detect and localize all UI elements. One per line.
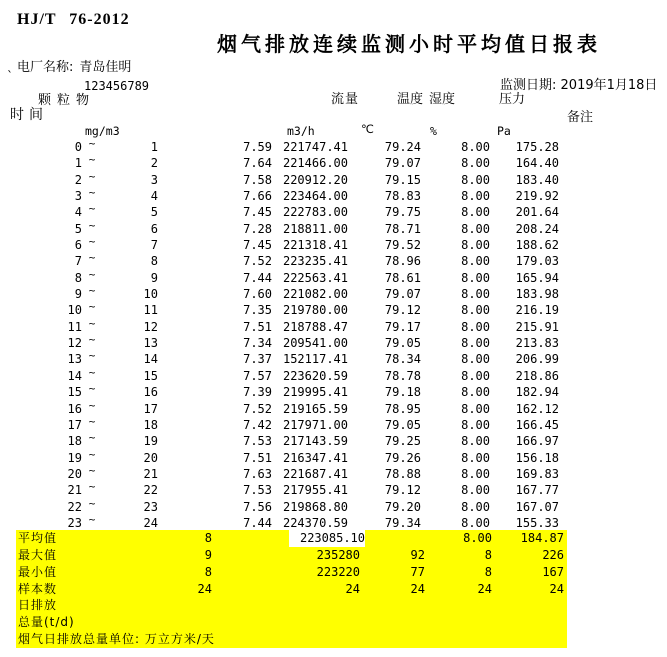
- cell-flow: 221466.00: [282, 156, 348, 171]
- cell-particulate: 7.66: [243, 189, 272, 204]
- tilde-separator: ~: [88, 349, 96, 363]
- cell-temperature: 79.15: [384, 172, 421, 187]
- summary-max-temperature: 92: [410, 547, 425, 562]
- cell-hour-end: 6: [150, 221, 158, 236]
- cell-flow: 219868.80: [282, 499, 348, 514]
- summary-row-average: [16, 530, 567, 547]
- cell-hour-end: 21: [143, 466, 158, 481]
- cell-temperature: 78.88: [384, 466, 421, 481]
- cell-hour-end: 18: [143, 417, 158, 432]
- cell-temperature: 79.17: [384, 319, 421, 334]
- summary-average-humidity: 8.00: [463, 531, 492, 545]
- cell-humidity: 8.00: [461, 303, 490, 318]
- cell-pressure: 188.62: [515, 238, 559, 253]
- cell-humidity: 8.00: [461, 172, 490, 187]
- cell-hour-end: 13: [143, 336, 158, 351]
- tilde-separator: ~: [88, 267, 96, 281]
- cell-hour-end: 5: [150, 205, 158, 220]
- cell-particulate: 7.51: [243, 450, 272, 465]
- cell-hour-start: 20: [67, 466, 82, 481]
- cell-pressure: 169.83: [515, 466, 559, 481]
- cell-flow: 218811.00: [282, 221, 348, 236]
- cell-particulate: 7.45: [243, 205, 272, 220]
- cell-humidity: 8.00: [461, 466, 490, 481]
- summary-max-pressure: 226: [542, 547, 564, 562]
- cell-flow: 217143.59: [282, 434, 348, 449]
- cell-hour-end: 3: [150, 172, 158, 187]
- tilde-separator: ~: [88, 431, 96, 445]
- column-header-humidity: 湿度: [429, 92, 456, 107]
- summary-min-humidity: 8: [484, 564, 492, 579]
- cell-flow: 221687.41: [282, 466, 348, 481]
- cell-pressure: 166.97: [515, 434, 559, 449]
- summary-max-humidity: 8: [484, 547, 492, 562]
- cell-hour-end: 15: [143, 368, 158, 383]
- cell-flow: 223464.00: [282, 189, 348, 204]
- cell-hour-start: 4: [74, 205, 82, 220]
- cell-pressure: 215.91: [515, 319, 559, 334]
- tilde-separator: ~: [88, 365, 96, 379]
- cell-particulate: 7.52: [243, 254, 272, 269]
- cell-pressure: 167.07: [515, 499, 559, 514]
- cell-flow: 224370.59: [282, 515, 348, 530]
- tick-mark: `: [7, 69, 13, 83]
- cell-humidity: 8.00: [461, 140, 490, 154]
- cell-hour-start: 6: [74, 238, 82, 253]
- summary-label-average: 平均值: [18, 531, 58, 545]
- cell-humidity: 8.00: [461, 254, 490, 269]
- cell-particulate: 7.51: [243, 319, 272, 334]
- cell-particulate: 7.34: [243, 336, 272, 351]
- cell-particulate: 7.60: [243, 287, 272, 302]
- cell-pressure: 156.18: [515, 450, 559, 465]
- cell-hour-end: 12: [143, 319, 158, 334]
- unit-pressure: Pa: [497, 124, 511, 138]
- cell-flow: 216347.41: [282, 450, 348, 465]
- cell-flow: 219780.00: [282, 303, 348, 318]
- tilde-separator: ~: [88, 153, 96, 167]
- cell-flow: 217955.41: [282, 483, 348, 498]
- cell-temperature: 79.05: [384, 336, 421, 351]
- cell-humidity: 8.00: [461, 287, 490, 302]
- cell-hour-start: 5: [74, 221, 82, 236]
- cell-particulate: 7.42: [243, 417, 272, 432]
- cell-pressure: 179.03: [515, 254, 559, 269]
- cell-particulate: 7.64: [243, 156, 272, 171]
- cell-flow: 221082.00: [282, 287, 348, 302]
- tilde-separator: ~: [88, 300, 96, 314]
- cell-hour-start: 10: [67, 303, 82, 318]
- standard-code: HJ/T 76-2012: [17, 11, 130, 28]
- summary-samples-flow: 24: [345, 581, 360, 596]
- cell-temperature: 79.07: [384, 156, 421, 171]
- cell-hour-end: 2: [150, 156, 158, 171]
- summary-unit-note: 烟气日排放总量单位: 万立方米/天: [18, 632, 215, 647]
- cell-temperature: 79.07: [384, 287, 421, 302]
- cell-particulate: 7.58: [243, 172, 272, 187]
- cell-humidity: 8.00: [461, 156, 490, 171]
- cell-humidity: 8.00: [461, 417, 490, 432]
- tilde-separator: ~: [88, 480, 96, 494]
- cell-temperature: 78.71: [384, 221, 421, 236]
- cell-flow: 218788.47: [282, 319, 348, 334]
- tilde-separator: ~: [88, 251, 96, 265]
- cell-flow: 221747.41: [282, 140, 348, 154]
- tilde-separator: ~: [88, 218, 96, 232]
- cell-humidity: 8.00: [461, 270, 490, 285]
- cell-flow: 209541.00: [282, 336, 348, 351]
- cell-particulate: 7.39: [243, 385, 272, 400]
- cell-pressure: 155.33: [515, 515, 559, 530]
- cell-hour-end: 23: [143, 499, 158, 514]
- cell-temperature: 79.12: [384, 483, 421, 498]
- cell-hour-end: 22: [143, 483, 158, 498]
- cell-temperature: 79.34: [384, 515, 421, 530]
- cell-humidity: 8.00: [461, 515, 490, 530]
- plant-name-label: 电厂名称:: [17, 60, 74, 75]
- cell-particulate: 7.57: [243, 368, 272, 383]
- unit-humidity: %: [430, 124, 437, 138]
- cell-hour-end: 17: [143, 401, 158, 416]
- cell-humidity: 8.00: [461, 450, 490, 465]
- monitor-date-value: 2019年1月18日: [560, 78, 658, 93]
- cell-hour-start: 1: [74, 156, 82, 171]
- cell-hour-end: 16: [143, 385, 158, 400]
- cell-particulate: 7.44: [243, 270, 272, 285]
- summary-row-max: [16, 547, 567, 564]
- cell-humidity: 8.00: [461, 483, 490, 498]
- cell-temperature: 78.96: [384, 254, 421, 269]
- cell-temperature: 79.20: [384, 499, 421, 514]
- cell-pressure: 218.86: [515, 368, 559, 383]
- summary-row-samples: [16, 581, 567, 598]
- summary-min-flow: 223220: [316, 564, 360, 579]
- cell-humidity: 8.00: [461, 401, 490, 416]
- cell-flow: 220912.20: [282, 172, 348, 187]
- cell-hour-start: 16: [67, 401, 82, 416]
- summary-label-samples: 样本数: [18, 581, 58, 596]
- cell-particulate: 7.28: [243, 221, 272, 236]
- cell-hour-start: 7: [74, 254, 82, 269]
- table-row: [0, 512, 667, 531]
- summary-samples-pressure: 24: [549, 581, 564, 596]
- summary-label-daily-emission: 日排放: [18, 598, 58, 613]
- cell-hour-end: 4: [150, 189, 158, 204]
- summary-average-pressure: 184.87: [520, 531, 564, 545]
- cell-temperature: 78.78: [384, 368, 421, 383]
- summary-average-particulate: 8: [204, 531, 212, 545]
- cell-pressure: 216.19: [515, 303, 559, 318]
- cell-hour-start: 13: [67, 352, 82, 367]
- tilde-separator: ~: [88, 398, 96, 412]
- cell-humidity: 8.00: [461, 205, 490, 220]
- cell-hour-start: 14: [67, 368, 82, 383]
- tilde-separator: ~: [88, 414, 96, 428]
- tilde-separator: ~: [88, 382, 96, 396]
- summary-label-max: 最大值: [18, 547, 58, 562]
- cell-hour-start: 8: [74, 270, 82, 285]
- cell-flow: 221318.41: [282, 238, 348, 253]
- cell-hour-end: 24: [143, 515, 158, 530]
- cell-hour-start: 17: [67, 417, 82, 432]
- cell-humidity: 8.00: [461, 385, 490, 400]
- column-header-time: 时间: [10, 107, 48, 123]
- report-title: 烟气排放连续监测小时平均值日报表: [217, 32, 601, 56]
- cell-pressure: 166.45: [515, 417, 559, 432]
- cell-humidity: 8.00: [461, 434, 490, 449]
- cell-hour-end: 9: [150, 270, 158, 285]
- column-header-pressure: 压力: [499, 92, 526, 107]
- summary-samples-particulate: 24: [197, 581, 212, 596]
- tilde-separator: ~: [88, 202, 96, 216]
- cell-temperature: 79.52: [384, 238, 421, 253]
- cell-pressure: 175.28: [515, 140, 559, 154]
- cell-hour-end: 8: [150, 254, 158, 269]
- column-header-flow: 流量: [331, 92, 360, 107]
- cell-temperature: 79.12: [384, 303, 421, 318]
- cell-hour-start: 9: [74, 287, 82, 302]
- summary-min-temperature: 77: [410, 564, 425, 579]
- cell-pressure: 206.99: [515, 352, 559, 367]
- cell-humidity: 8.00: [461, 336, 490, 351]
- cell-pressure: 167.77: [515, 483, 559, 498]
- cell-particulate: 7.35: [243, 303, 272, 318]
- cell-flow: 223235.41: [282, 254, 348, 269]
- cell-particulate: 7.52: [243, 401, 272, 416]
- unit-particulate: mg/m3: [85, 124, 120, 138]
- column-header-remark: 备注: [567, 110, 594, 125]
- hourly-rows: [0, 139, 667, 531]
- cell-hour-start: 22: [67, 499, 82, 514]
- summary-label-min: 最小值: [18, 564, 58, 579]
- cell-temperature: 79.26: [384, 450, 421, 465]
- cell-flow: 219995.41: [282, 385, 348, 400]
- tilde-separator: ~: [88, 316, 96, 330]
- summary-samples-temperature: 24: [410, 581, 425, 596]
- cell-temperature: 78.95: [384, 401, 421, 416]
- summary-label-total: 总量(t/d): [18, 615, 75, 630]
- cell-particulate: 7.53: [243, 434, 272, 449]
- summary-min-particulate: 8: [204, 564, 212, 579]
- summary-max-particulate: 9: [204, 547, 212, 562]
- tilde-separator: ~: [88, 512, 96, 526]
- summary-block: [16, 530, 567, 648]
- cell-hour-start: 21: [67, 483, 82, 498]
- cell-flow: 219165.59: [282, 401, 348, 416]
- cell-temperature: 79.05: [384, 417, 421, 432]
- cell-flow: 222563.41: [282, 270, 348, 285]
- cell-pressure: 208.24: [515, 221, 559, 236]
- summary-row-min: [16, 564, 567, 581]
- cell-humidity: 8.00: [461, 238, 490, 253]
- cell-humidity: 8.00: [461, 352, 490, 367]
- summary-samples-humidity: 24: [477, 581, 492, 596]
- cell-hour-start: 3: [74, 189, 82, 204]
- cell-hour-start: 15: [67, 385, 82, 400]
- monitor-date-label: 监测日期:: [500, 78, 557, 93]
- summary-min-pressure: 167: [542, 564, 564, 579]
- cell-hour-end: 14: [143, 352, 158, 367]
- cell-humidity: 8.00: [461, 221, 490, 236]
- cell-hour-start: 0: [74, 140, 82, 154]
- cell-particulate: 7.45: [243, 238, 272, 253]
- cell-temperature: 79.75: [384, 205, 421, 220]
- cell-hour-end: 10: [143, 287, 158, 302]
- cell-flow: 217971.00: [282, 417, 348, 432]
- cell-temperature: 78.61: [384, 270, 421, 285]
- cell-hour-end: 11: [143, 303, 158, 318]
- cell-hour-end: 7: [150, 238, 158, 253]
- cell-particulate: 7.63: [243, 466, 272, 481]
- column-header-temperature: 温度: [397, 92, 424, 107]
- cell-pressure: 164.40: [515, 156, 559, 171]
- cell-humidity: 8.00: [461, 189, 490, 204]
- cell-particulate: 7.53: [243, 483, 272, 498]
- plant-name-value: 青岛佳明: [79, 60, 132, 75]
- cell-humidity: 8.00: [461, 319, 490, 334]
- cell-pressure: 165.94: [515, 270, 559, 285]
- summary-average-temperature: [360, 530, 425, 547]
- cell-hour-end: 20: [143, 450, 158, 465]
- cell-pressure: 182.94: [515, 385, 559, 400]
- cell-pressure: 213.83: [515, 336, 559, 351]
- summary-row-total: [16, 614, 567, 631]
- tilde-separator: ~: [88, 333, 96, 347]
- tilde-separator: ~: [88, 137, 96, 150]
- cell-particulate: 7.59: [243, 140, 272, 154]
- tilde-separator: ~: [88, 447, 96, 461]
- cell-hour-start: 23: [67, 515, 82, 530]
- cell-humidity: 8.00: [461, 368, 490, 383]
- cell-particulate: 7.44: [243, 515, 272, 530]
- cell-flow: 223620.59: [282, 368, 348, 383]
- unit-flow: m3/h: [287, 124, 315, 138]
- cell-hour-end: 19: [143, 434, 158, 449]
- tilde-separator: ~: [88, 496, 96, 510]
- cell-temperature: 79.24: [384, 140, 421, 154]
- unit-temperature: ℃: [361, 122, 374, 136]
- cell-pressure: 219.92: [515, 189, 559, 204]
- cell-pressure: 162.12: [515, 401, 559, 416]
- cell-temperature: 79.25: [384, 434, 421, 449]
- cell-humidity: 8.00: [461, 499, 490, 514]
- cell-hour-end: 1: [150, 140, 158, 154]
- summary-row-unit-note: [16, 631, 567, 648]
- cell-hour-start: 2: [74, 172, 82, 187]
- cell-temperature: 78.34: [384, 352, 421, 367]
- column-header-particulate: 颗粒物: [38, 93, 96, 108]
- cell-hour-start: 12: [67, 336, 82, 351]
- tilde-separator: ~: [88, 169, 96, 183]
- summary-max-flow: 235280: [316, 547, 360, 562]
- summary-row-daily-emission: [16, 597, 567, 614]
- cell-hour-start: 19: [67, 450, 82, 465]
- cell-pressure: 183.98: [515, 287, 559, 302]
- cell-hour-start: 18: [67, 434, 82, 449]
- cell-flow: 222783.00: [282, 205, 348, 220]
- plant-code: 123456789: [84, 79, 150, 93]
- cell-pressure: 183.40: [515, 172, 559, 187]
- plant-name-line: [17, 56, 131, 75]
- cell-flow: 152117.41: [282, 352, 348, 367]
- cell-pressure: 201.64: [515, 205, 559, 220]
- summary-average-flow: 223085.10: [289, 530, 365, 547]
- cell-particulate: 7.37: [243, 352, 272, 367]
- tilde-separator: ~: [88, 186, 96, 200]
- tilde-separator: ~: [88, 284, 96, 298]
- cell-temperature: 79.18: [384, 385, 421, 400]
- cell-temperature: 78.83: [384, 189, 421, 204]
- tilde-separator: ~: [88, 235, 96, 249]
- tilde-separator: ~: [88, 463, 96, 477]
- cell-particulate: 7.56: [243, 499, 272, 514]
- cell-hour-start: 11: [67, 319, 82, 334]
- summary-average-flow-cell: [212, 530, 365, 547]
